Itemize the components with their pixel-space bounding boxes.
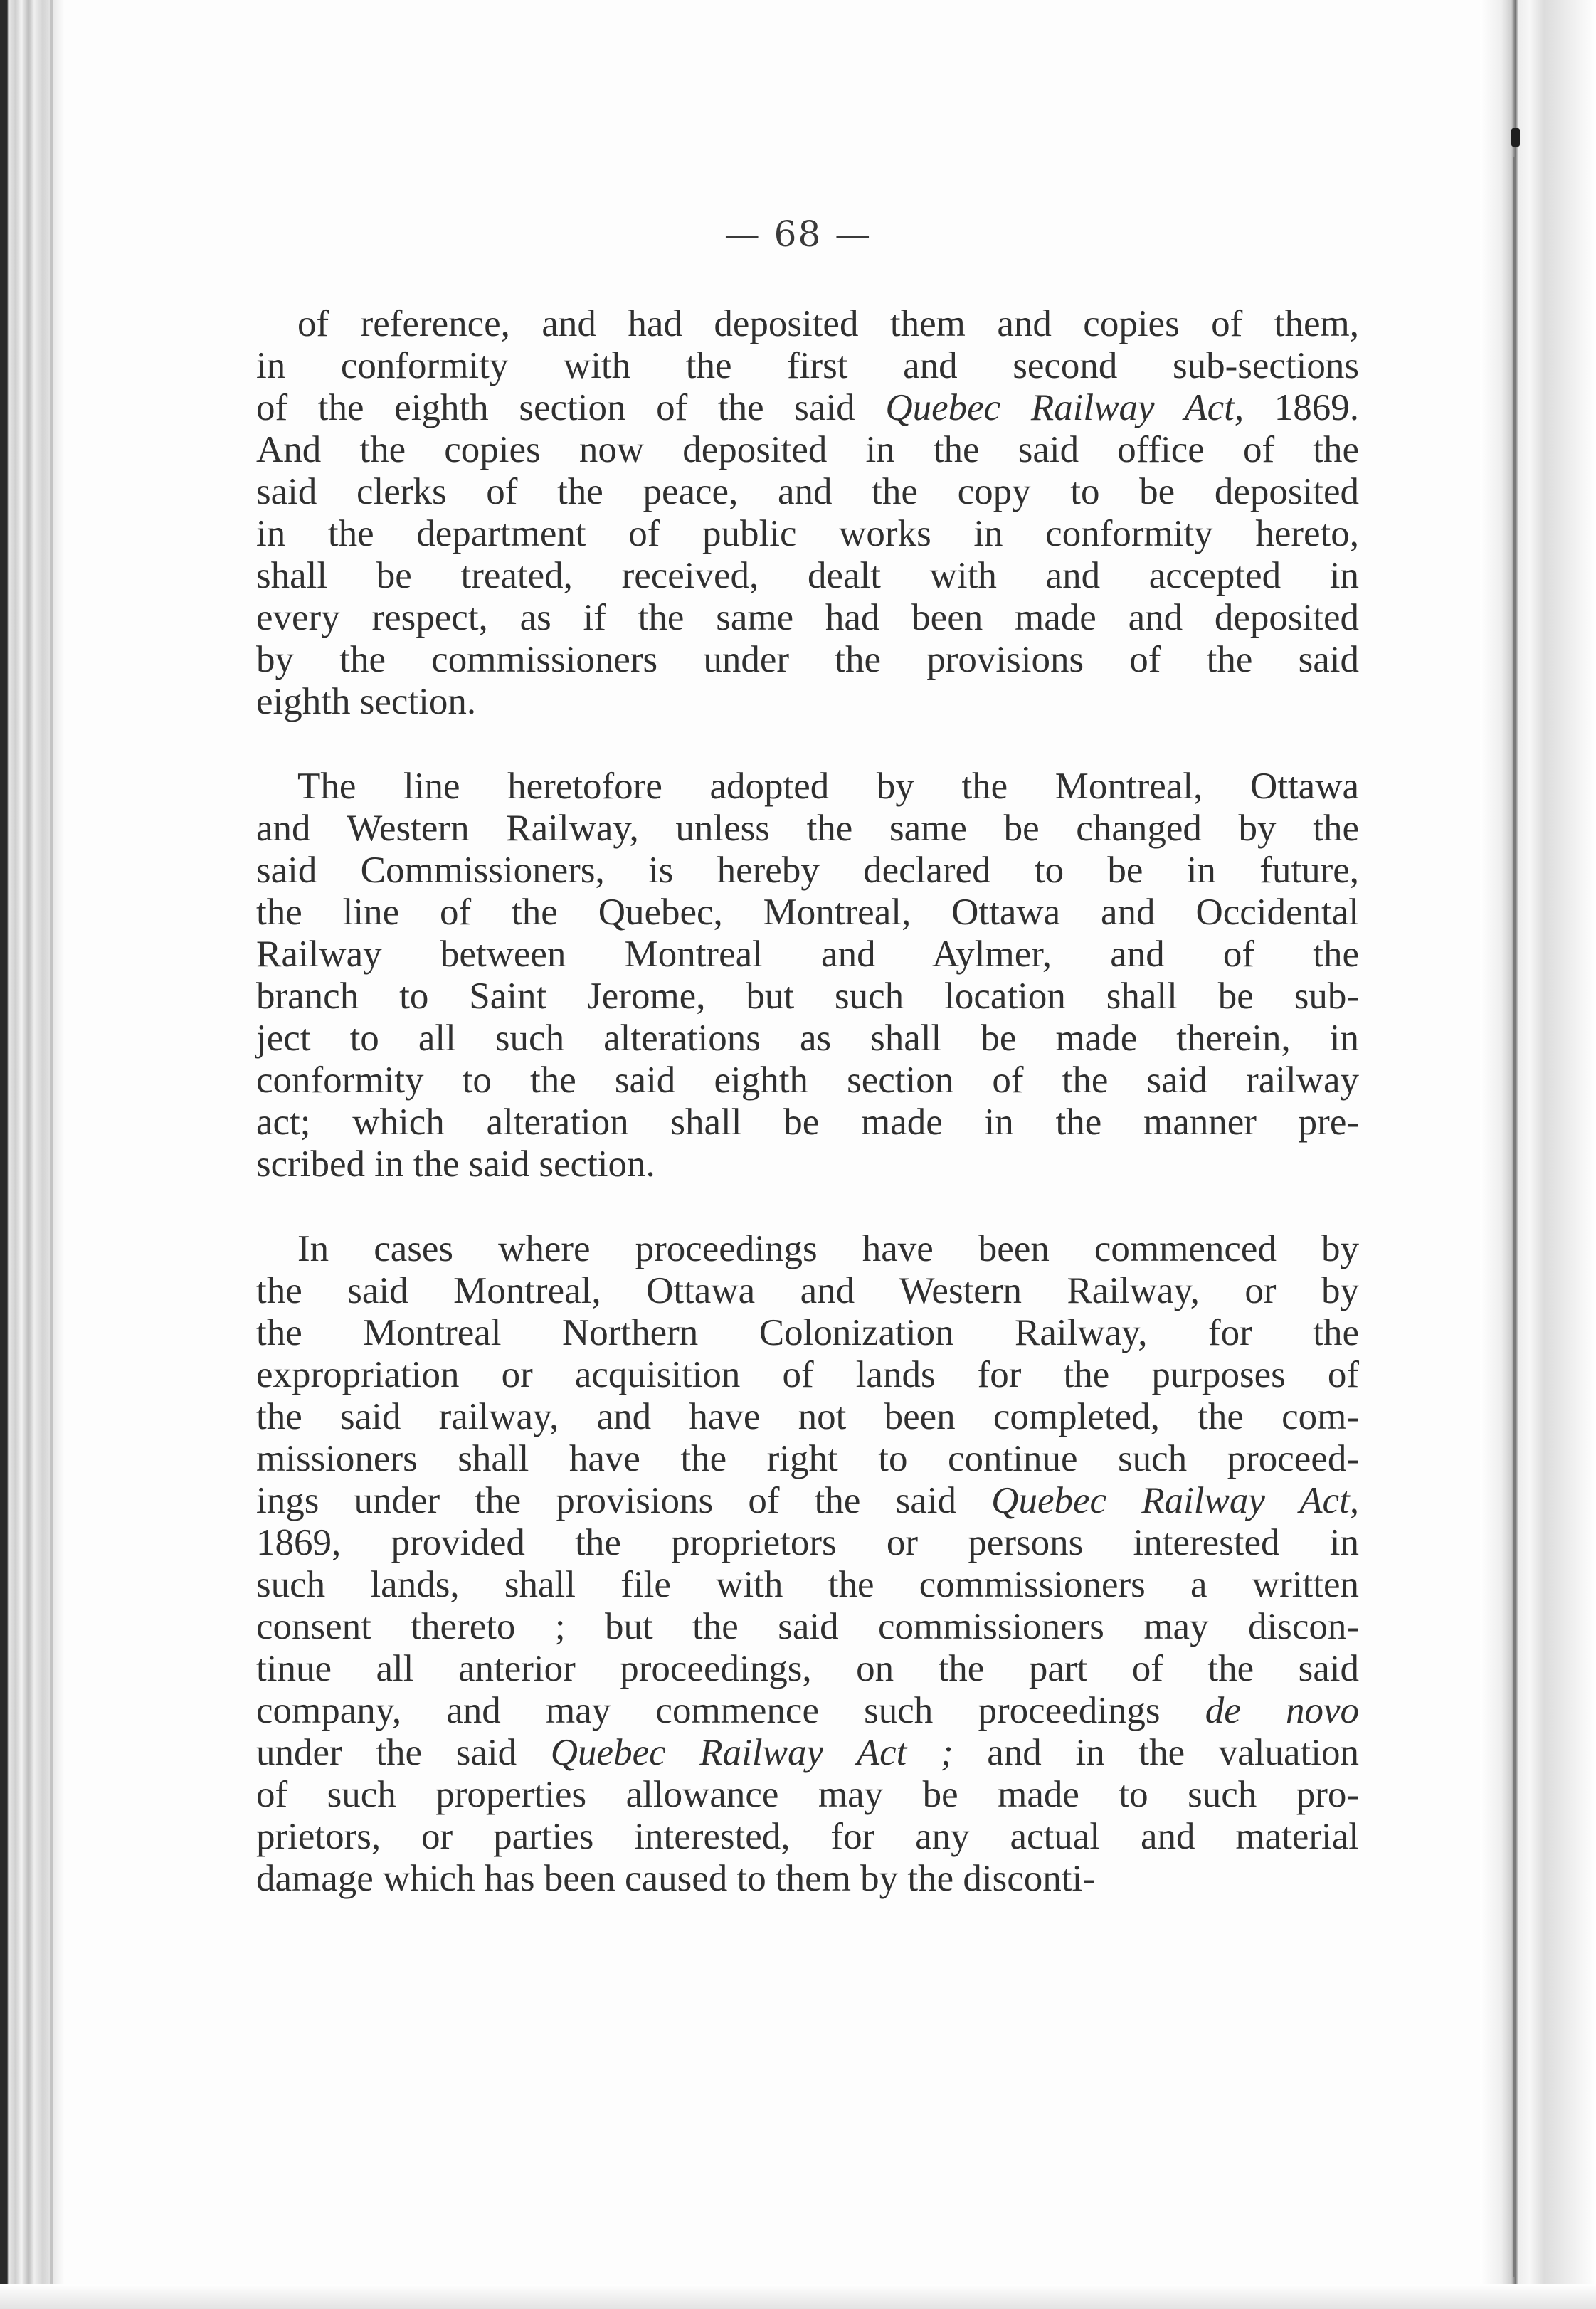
text-run: consent thereto ; but the said commissioners may discon- bbox=[256, 1606, 1359, 1647]
text-line bbox=[256, 1606, 1359, 1648]
text-line bbox=[256, 1060, 1359, 1101]
italic-run: Quebec Railway Act ; bbox=[550, 1732, 953, 1773]
text-line bbox=[256, 1270, 1359, 1312]
text-line bbox=[256, 1143, 1359, 1185]
text-run: in conformity with the first and second sub-sections bbox=[256, 345, 1359, 386]
text-line bbox=[256, 808, 1359, 850]
text-run: of such properties allowance may be made to such pro- bbox=[256, 1774, 1359, 1815]
text-line bbox=[256, 597, 1359, 639]
text-run: 1869, provided the proprietors or persons interested in bbox=[256, 1522, 1359, 1563]
text-line bbox=[256, 1101, 1359, 1143]
page-edge-line bbox=[1513, 157, 1516, 2277]
text-line bbox=[256, 1522, 1359, 1564]
book-binding-edge bbox=[0, 0, 65, 2309]
text-line bbox=[256, 1354, 1359, 1396]
text-run: the said railway, and have not been completed, the com- bbox=[256, 1396, 1359, 1437]
text-run: conformity to the said eighth section of the said railway bbox=[256, 1060, 1359, 1101]
text-run: under the said bbox=[256, 1732, 551, 1773]
text-run: eighth section. bbox=[256, 681, 477, 722]
text-run: act; which alteration shall be made in the manner pre- bbox=[256, 1101, 1359, 1143]
text-line bbox=[256, 387, 1359, 429]
body-text bbox=[256, 303, 1359, 1943]
text-run: prietors, or parties interested, for any actual and material bbox=[256, 1816, 1359, 1857]
text-run: the Montreal Northern Colonization Railway, for the bbox=[256, 1312, 1359, 1353]
text-run: in the department of public works in conformity hereto, bbox=[256, 513, 1359, 554]
page-number: — 68 — bbox=[724, 213, 872, 255]
text-run: scribed in the said section. bbox=[256, 1143, 655, 1185]
text-line bbox=[256, 639, 1359, 681]
text-run: missioners shall have the right to continue such proceed- bbox=[256, 1438, 1359, 1479]
text-line bbox=[256, 1690, 1359, 1732]
page-right-edge bbox=[1480, 0, 1596, 2309]
binding-line bbox=[50, 0, 53, 2309]
text-line bbox=[256, 1816, 1359, 1858]
text-run: and in the valuation bbox=[953, 1732, 1359, 1773]
paragraph bbox=[256, 766, 1359, 1185]
text-line bbox=[256, 1774, 1359, 1816]
paragraph bbox=[256, 303, 1359, 723]
text-line bbox=[256, 892, 1359, 934]
text-run: And the copies now deposited in the said office of the bbox=[256, 429, 1359, 470]
text-run: of reference, and had deposited them and copies of them, bbox=[297, 303, 1359, 344]
text-run: ings under the provisions of the said bbox=[256, 1480, 992, 1521]
text-line bbox=[256, 471, 1359, 513]
text-run: said clerks of the peace, and the copy to be deposited bbox=[256, 471, 1359, 512]
text-run: branch to Saint Jerome, but such location shall be sub- bbox=[256, 976, 1359, 1017]
text-line bbox=[256, 555, 1359, 597]
text-run: In cases where proceedings have been commenced by bbox=[297, 1228, 1359, 1269]
text-run: 1869. bbox=[1244, 387, 1359, 428]
paragraph bbox=[256, 1228, 1359, 1900]
text-run: company, and may commence such proceedings bbox=[256, 1690, 1205, 1731]
text-run: tinue all anterior proceedings, on the part of the said bbox=[256, 1648, 1359, 1689]
text-line bbox=[256, 1858, 1359, 1900]
text-run: and Western Railway, unless the same be changed by the bbox=[256, 808, 1359, 849]
text-line bbox=[256, 1480, 1359, 1522]
text-run: such lands, shall file with the commissioners a written bbox=[256, 1564, 1359, 1605]
text-run: ject to all such alterations as shall be made therein, in bbox=[256, 1018, 1359, 1059]
text-line bbox=[256, 1312, 1359, 1354]
text-line bbox=[256, 850, 1359, 892]
text-run: expropriation or acquisition of lands for the purposes of bbox=[256, 1354, 1359, 1395]
text-run: of the eighth section of the said bbox=[256, 387, 886, 428]
text-line bbox=[256, 345, 1359, 387]
text-run: by the commissioners under the provisions of the said bbox=[256, 639, 1359, 680]
text-line bbox=[256, 681, 1359, 723]
text-line bbox=[256, 1564, 1359, 1606]
text-run: damage which has been caused to them by the disconti- bbox=[256, 1858, 1095, 1899]
text-line bbox=[256, 1228, 1359, 1270]
text-line bbox=[256, 1732, 1359, 1774]
text-line bbox=[256, 429, 1359, 471]
text-line bbox=[256, 513, 1359, 555]
text-run: shall be treated, received, dealt with and accepted in bbox=[256, 555, 1359, 596]
italic-run: Quebec Railway Act, bbox=[885, 387, 1244, 428]
page-edge-mark bbox=[1511, 128, 1520, 147]
text-line bbox=[256, 976, 1359, 1018]
text-run: The line heretofore adopted by the Montreal, Ottawa bbox=[297, 766, 1359, 807]
text-line bbox=[256, 1396, 1359, 1438]
text-line bbox=[256, 1438, 1359, 1480]
text-run: Railway between Montreal and Aylmer, and of the bbox=[256, 934, 1359, 975]
text-line bbox=[256, 766, 1359, 808]
text-line bbox=[256, 303, 1359, 345]
italic-run: de novo bbox=[1205, 1690, 1359, 1731]
text-run: said Commissioners, is hereby declared to be in future, bbox=[256, 850, 1359, 891]
text-line bbox=[256, 1648, 1359, 1690]
text-run: the line of the Quebec, Montreal, Ottawa and Occidental bbox=[256, 892, 1359, 933]
text-run: every respect, as if the same had been made and deposited bbox=[256, 597, 1359, 638]
italic-run: Quebec Railway Act, bbox=[991, 1480, 1359, 1521]
page-bottom-shadow bbox=[0, 2284, 1596, 2309]
text-line bbox=[256, 1018, 1359, 1060]
text-run: the said Montreal, Ottawa and Western Railway, or by bbox=[256, 1270, 1359, 1311]
text-line bbox=[256, 934, 1359, 976]
